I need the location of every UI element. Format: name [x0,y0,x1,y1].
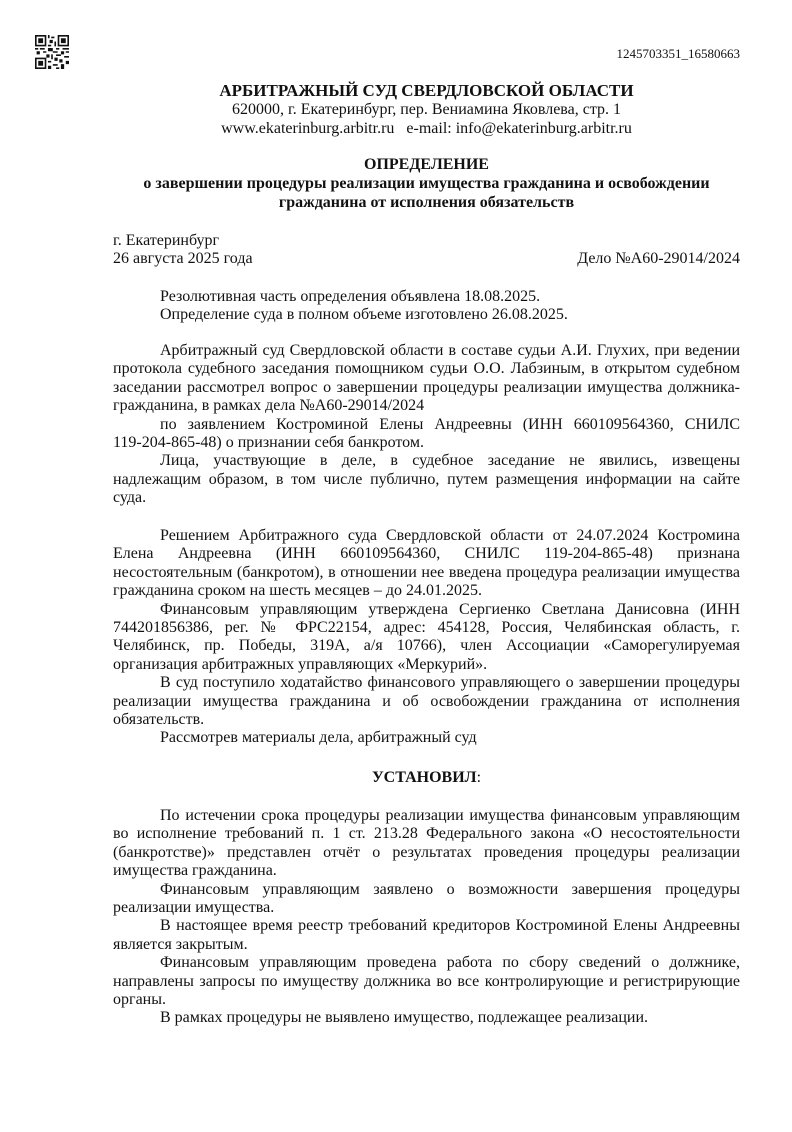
text-line: направлены запросы по имуществу должника во все контролирующие и регистрирующие [113,972,740,990]
text-line: несостоятельным (банкротом), в отношении нее введена процедура реализации имущества [113,563,740,581]
text-line: органы. [113,990,166,1008]
text-line: организация арбитражных управляющих «Меркурий». [113,655,488,673]
intro-block [113,288,740,325]
paragraph [113,416,740,453]
paragraph [113,527,740,601]
text-line: является закрытым. [113,935,248,953]
section-background [113,527,740,748]
text-line: По истечении срока процедуры реализации имущества финансовым управляющим [160,807,740,824]
date: 26 августа 2025 года [113,250,253,268]
text-line: В рамках процедуры не выявлено имущество, подлежащее реализации. [160,1009,649,1027]
text-line: В суд поступило ходатайство финансового управляющего о завершении процедуры [160,674,740,692]
text-line: обязательств. [113,710,205,728]
text-line: Финансовым управляющим проведена работа по сбору сведений о должнике, [160,954,740,972]
paragraph [113,452,740,507]
paragraph [113,917,740,954]
text-line: Резолютивная часть определения объявлена 18.08.2025. [160,288,541,305]
paragraph [113,807,740,881]
section-findings [113,807,740,1028]
title-subtitle-line: гражданина от исполнения обязательств [278,194,575,212]
text-line: В настоящее время реестр требований кредиторов Костроминой Елены Андреевны [160,917,740,935]
paragraph [113,601,740,675]
text-line: реализации имущества. [113,898,275,916]
text-line: гражданина, в рамках дела №А60-29014/2024 [113,397,425,415]
court-header [113,82,740,138]
title-heading: ОПРЕДЕЛЕНИЕ [364,156,489,173]
court-website: www.ekaterinburg.arbitr.ru [221,119,395,137]
text-line: гражданина сроком на шесть месяцев – до 24.01.2025. [113,582,482,600]
court-email: e-mail: info@ekaterinburg.arbitr.ru [406,119,632,137]
text-line: надлежащим образом, в том числе публично, путем размещения информации на сайте [113,470,740,488]
section-proceedings [113,342,740,508]
text-line: протокола судебного заседания помощником судьи О.О. Лабзиным, в открытом судебном [113,360,740,378]
text-line: 744201856386, рег. № ФРС22154, адрес: 454128, Россия, Челябинская область, г. [113,618,740,636]
paragraph [113,674,740,729]
text-line: Рассмотрев материалы дела, арбитражный суд [160,729,477,747]
document-title [113,155,740,213]
text-line: имущества гражданина. [113,862,277,880]
text-line: (банкротстве)» представлен отчёт о результатах проведения процедуры реализации [113,843,740,861]
established-label: УСТАНОВИЛ [371,769,477,786]
court-name: АРБИТРАЖНЫЙ СУД СВЕРДЛОВСКОЙ ОБЛАСТИ [219,81,634,100]
text-line: Определение суда в полном объеме изготовлено 26.08.2025. [160,306,568,324]
title-subtitle-line: о завершении процедуры реализации имущества гражданина и освобождении [143,175,710,193]
established-heading [113,769,740,788]
paragraph [113,729,740,747]
document-number: 1245703351_16580663 [616,46,740,61]
case-number: Дело №А60-29014/2024 [577,250,740,268]
paragraph [113,954,740,1009]
document-meta [113,232,740,269]
text-line: Елена Андреевна (ИНН 660109564360, СНИЛС 119-204-865-48) признана [113,545,740,563]
qr-code-icon [35,35,69,69]
established-colon: : [476,769,482,786]
paragraph [113,881,740,918]
text-line: Финансовым управляющим заявлено о возможности завершения процедуры [160,880,740,898]
text-line: 119-204-865-48) о признании себя банкротом. [113,433,424,451]
paragraph [113,1009,740,1027]
text-line: Челябинск, пр. Победы, 319А, а/я 10766), член Ассоциации «Саморегулируемая [113,637,740,655]
text-line: Решением Арбитражного суда Свердловской области от 24.07.2024 Костромина [160,527,740,544]
paragraph [113,342,740,416]
text-line: Лица, участвующие в деле, в судебное заседание не явились, извещены [160,452,740,470]
court-address: 620000, г. Екатеринбург, пер. Вениамина Яковлева, стр. 1 [231,100,622,118]
text-line: по заявлением Костроминой Елены Андреевны (ИНН 660109564360, СНИЛС [160,415,740,433]
court-contacts [113,120,740,139]
city: г. Екатеринбург [113,232,220,249]
text-line: Финансовым управляющим утверждена Сергиенко Светлана Данисовна (ИНН [160,600,740,618]
text-line: Арбитражный суд Свердловской области в составе судьи А.И. Глухих, при ведении [160,342,740,359]
text-line: заседании рассмотрел вопрос о завершении процедуры реализации имущества должника- [113,378,740,396]
text-line: во исполнение требований п. 1 ст. 213.28 Федерального закона «О несостоятельности [113,825,740,843]
text-line: реализации имущества гражданина и об освобождении гражданина от исполнения [113,692,740,710]
text-line: суда. [113,489,147,507]
